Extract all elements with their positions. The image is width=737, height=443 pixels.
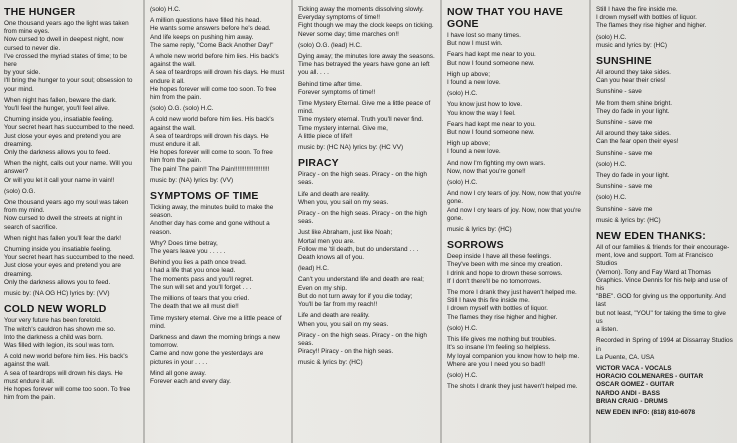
lyric-line: High up above;	[447, 140, 490, 148]
lyric-line: him from the pain.	[150, 157, 202, 165]
lyric-line: Churning inside you insatiable feeling.	[4, 246, 112, 254]
song-title: NOW THAT YOU HAVE GONE	[447, 6, 563, 30]
lyric-line: music & lyrics by: (HC)	[298, 359, 363, 367]
song-title: SYMPTOMS OF TIME	[150, 190, 259, 203]
lyric-line: Can you hear their cries!	[596, 77, 666, 85]
lyric-line: Behind time after time.	[298, 80, 362, 88]
lyric-line: him from the pain.	[150, 94, 202, 102]
lyric-line: (solo) H.C.	[150, 6, 181, 13]
lyric-line: Sunshine - save	[596, 88, 642, 96]
lyric-line: dreaming.	[4, 140, 33, 148]
lyric-line: But do not turn away for if you die today;	[298, 292, 413, 300]
lyric-line: (solo) O.G.	[4, 187, 36, 195]
lyric-line: Time has betrayed the years have gone an left	[298, 61, 430, 69]
lyric-line: Came and now gone the yesterdays are	[150, 350, 264, 358]
lyric-line: Time mystery eternal. Truth you'll never find.	[298, 116, 424, 124]
panel-5	[596, 6, 734, 443]
lyric-line: must endure it all.	[150, 141, 201, 149]
lyric-line: I have lost so many times.	[447, 32, 521, 39]
lyric-line: (solo) H.C.	[447, 90, 478, 98]
lyric-line: They've been with me since my creation.	[447, 261, 563, 269]
lyric-line: must endure it all.	[4, 377, 55, 385]
panel-fold	[589, 0, 591, 443]
lyric-line: It's so insane I'm feeling so helpless.	[447, 344, 551, 352]
lyric-line: Can't you understand life and death are real;	[298, 276, 424, 284]
lyric-line: Piracy - on the high seas. Piracy - on the high	[298, 210, 427, 218]
lyric-line: Ticking away the moments dissolving slowly.	[298, 6, 424, 13]
panel-3	[298, 6, 437, 443]
lyric-line: Time Mystery Eternal. Give me a little peace of	[298, 100, 431, 108]
lyric-line: against the wall.	[150, 124, 196, 132]
lyric-line: I found a new love.	[447, 79, 501, 87]
lyric-line: Only the darkness allows you to feed.	[4, 149, 111, 157]
lyric-line: Fears had kept me near to you.	[447, 120, 536, 128]
lyric-line: Piracy - on the high seas. Piracy - on the high	[298, 171, 427, 179]
lyric-line: And now I'm fighting my own wars.	[447, 159, 546, 167]
lyric-line: You know the way I feel.	[447, 109, 516, 117]
lyric-line: (solo) H.C.	[447, 324, 478, 332]
lyric-line: Everyday symptoms of time!!	[298, 14, 381, 22]
lyric-line: When night has fallen you'll fear the dark!	[4, 234, 122, 242]
lyric-line: When you, you sail on my seas.	[298, 320, 389, 328]
lyric-line: Darkness and dawn the morning brings a new	[150, 333, 281, 341]
lyric-line: (Vernon). Tony and Fay Ward at Thomas	[596, 268, 711, 276]
lyrics-block	[447, 253, 585, 391]
lyric-line: A cold new world before him lies. His back's	[150, 116, 274, 124]
lyric-line: I drink and hope to drown these sorrows.	[447, 269, 563, 277]
lyric-line: pictures in your . . . .	[150, 358, 208, 366]
lyrics-block	[4, 20, 140, 298]
lyric-line: Just like Abraham, just like Noah;	[298, 229, 393, 237]
contact-info: NEW EDEN INFO: (818) 810-6078	[596, 408, 696, 416]
thanks-block	[596, 244, 734, 362]
lyric-line: Churning inside you, insatiable feeling.	[4, 116, 114, 124]
lyric-line: He wants some answers before he's dead.	[150, 25, 271, 33]
lyric-line: Fears had kept me near to you.	[447, 51, 536, 59]
lyric-line: against the wall.	[150, 61, 196, 69]
lyric-line: La Puente, CA. USA	[596, 353, 655, 361]
lyric-line: endure it all.	[150, 77, 185, 85]
lyric-line: Still I have this fire inside me.	[447, 297, 530, 305]
panel-1	[4, 6, 140, 443]
lyric-line: Just close your eyes and pretend you are	[4, 262, 121, 270]
lyric-line: The moments pass and you'll regret.	[150, 275, 254, 283]
lyric-line: The same reply, "Come Back Another Day!"	[150, 41, 274, 49]
lyric-line: A whole new world before him lies. His back's	[150, 53, 279, 61]
lyric-line: "BBE". GOD for giving us the opportunity. And last	[596, 293, 726, 309]
lyric-line: All around they take sides.	[596, 130, 671, 138]
lyric-line: a listen.	[596, 326, 619, 334]
lyrics-block	[447, 32, 585, 234]
lyric-line: Follow me 'til death, but do understand . . .	[298, 245, 419, 253]
lyrics-block	[150, 204, 287, 386]
lyric-line: ment, love and support. Tom at Francisco Studios	[596, 252, 714, 268]
lyrics-block	[298, 171, 437, 367]
lyric-line: Where are you I need you so bad!!	[447, 360, 546, 368]
panel-fold	[143, 0, 145, 443]
lyric-line: search of sacrifice.	[4, 223, 58, 231]
lyric-line: Your very future has been foretold.	[4, 317, 102, 325]
lyric-line: seas.	[298, 218, 314, 226]
lyric-line: Sunshine - save me	[596, 205, 653, 213]
lyric-line: When you, you sail on my seas.	[298, 198, 389, 206]
lyric-line: A million questions have filled his head.	[150, 17, 262, 25]
lyric-line: (solo) H.C.	[447, 179, 478, 187]
lyric-line: music by: (NA) lyrics by: (VV)	[150, 176, 234, 184]
lyric-line: (solo) H.C.	[596, 194, 627, 202]
lyric-line: My loyal companion you know how to help me.	[447, 352, 580, 360]
lyric-line: seas.	[298, 179, 314, 187]
thanks-title: NEW EDEN THANKS:	[596, 230, 706, 243]
lyric-line: The millions of tears that you cried.	[150, 295, 250, 303]
lyric-line: One thousand years ago the light was taken	[4, 20, 129, 27]
lyric-line: They do fade in your light.	[596, 172, 670, 180]
band-credits	[596, 365, 734, 406]
lyric-line: music by: (NA OG HC) lyrics by: (VV)	[4, 290, 110, 298]
lyric-line: I'll bring the hunger to your soul; obsession to	[4, 77, 133, 85]
lyric-line: music by: (HC NA) lyrics by: (HC VV)	[298, 144, 404, 152]
lyric-line: A sea of teardrops will drown his days. He	[150, 132, 269, 140]
lyric-line: One thousand years ago my soul was taken	[4, 199, 129, 207]
lyric-line: The sun will set and you'll forget . . .	[150, 283, 252, 291]
lyric-line: This life gives me nothing but troubles.	[447, 336, 557, 344]
lyric-line: mind.	[150, 322, 166, 330]
lyric-line: Piracy - on the high seas. Piracy - on the high seas.	[298, 331, 427, 347]
lyric-line: The shots I drank they just haven't helped me.	[447, 383, 578, 391]
lyric-line: When the night, calls out your name. Will you	[4, 160, 132, 168]
lyric-line: You'll feel the hunger, you'll feel alive.	[4, 105, 110, 113]
lyric-line: Forever each and every day.	[150, 377, 231, 385]
lyric-line: music and lyrics by: (HC)	[596, 41, 668, 49]
lyric-line: against the wall.	[4, 361, 50, 369]
lyric-line: mind.	[298, 108, 314, 116]
lyric-line: Dying away; the minutes lore away the seasons.	[298, 53, 435, 61]
lyric-line: Now cursed to dwell in deepest night, now	[4, 36, 124, 44]
lyric-line: NARDO ANDI - BASS	[596, 389, 661, 397]
lyric-line: And now I cry tears of joy. Now, now that you're	[447, 190, 581, 198]
lyric-line: him from the pain.	[4, 394, 56, 402]
lyric-line: They do fade in your light.	[596, 107, 670, 115]
lyric-line: Was filled with legion, its soul was torn.	[4, 341, 115, 349]
panel-fold	[440, 0, 442, 443]
lyric-line: (solo) O.G. (lead) H.C.	[298, 41, 362, 49]
lyric-line: Into the darkness a child was born.	[4, 333, 103, 341]
lyric-line: Another day has come and gone without a	[150, 220, 270, 228]
lyrics-block	[596, 6, 734, 50]
lyric-line: But now I found someone new.	[447, 129, 535, 137]
lyrics-block	[596, 69, 734, 225]
lyric-line: You know just how to love.	[447, 101, 523, 109]
lyric-line: The death that we all must die!!	[150, 303, 239, 311]
lyric-line: The flames they rise higher and higher.	[447, 313, 558, 321]
lyric-line: Or will you let it call your name in vain!!	[4, 176, 115, 184]
lyric-line: Your secret heart has succumbed to the need.	[4, 254, 135, 262]
lyric-line: Your secret heart has succumbed to the need.	[4, 124, 135, 132]
lyric-line: Time mystery eternal. Give me a little peace of	[150, 314, 282, 322]
lyric-line: Even on my ship.	[298, 284, 348, 292]
lyric-line: but not least, "YOU" for taking the time to give us	[596, 309, 726, 325]
lyric-line: I drown myself with bottles of liquor.	[596, 14, 697, 22]
lyric-line: Death knows all of you.	[298, 254, 365, 262]
lyric-line: BRIAN CRAIG - DRUMS	[596, 397, 668, 405]
lyric-line: You'll be far from my reach!!	[298, 301, 378, 309]
lyric-line: I found a new love.	[447, 148, 501, 156]
lyric-line: Now cursed to dwell the streets at night in	[4, 215, 123, 223]
lyric-line: A little piece of life!!	[298, 132, 353, 140]
lyric-line: music & lyrics by: (HC)	[447, 226, 512, 234]
lyric-line: And now I cry tears of joy. Now, now that you're	[447, 206, 581, 214]
lyric-line: your mind.	[4, 85, 34, 93]
lyric-line: A sea of teardrops will drown his days. He must	[150, 69, 285, 77]
lyric-line: Piracy!! Piracy - on the high seas.	[298, 348, 394, 356]
song-title: SUNSHINE	[596, 55, 652, 68]
lyric-line: Never some day; time marches on!!	[298, 30, 399, 38]
panel-2	[150, 6, 287, 443]
lyric-line: Deep inside I have all these feelings.	[447, 253, 552, 261]
lyric-line: And life keeps on pushing him away.	[150, 33, 254, 41]
lyric-line: (lead) H.C.	[298, 265, 329, 273]
lyric-line: (solo) H.C.	[596, 33, 627, 41]
lyric-line: I've crossed the myriad states of time; to be here	[4, 52, 128, 69]
lyric-line: When night has fallen, beware the dark.	[4, 96, 117, 104]
lyric-line: (solo) H.C.	[447, 371, 478, 379]
lyric-line: Time mystery internal. Give me,	[298, 124, 388, 132]
lyric-line: He hopes forever will come to soon. To free	[150, 149, 273, 157]
song-title: COLD NEW WORLD	[4, 303, 107, 316]
song-title: SORROWS	[447, 239, 504, 252]
lyric-line: cursed to never die.	[4, 44, 61, 52]
lyric-line: Forever symptoms of time!!	[298, 88, 376, 96]
panel-fold	[291, 0, 293, 443]
lyric-line: If I don't there'll be no tomorrows.	[447, 277, 542, 285]
lyric-line: The flames they rise higher and higher.	[596, 22, 707, 30]
lyric-line: Life and death are reality.	[298, 312, 370, 320]
lyric-line: Sunshine - save me	[596, 183, 653, 191]
lyric-line: He hopes forever will come too soon. To free	[150, 85, 277, 93]
lyric-line: Ticking away, the minutes build to make the	[150, 204, 274, 212]
song-title: PIRACY	[298, 157, 339, 170]
lyric-line: Only the darkness allows you to feed.	[4, 278, 111, 286]
lyric-line: I had a life that you once lead.	[150, 267, 236, 275]
lyric-line: Mind all gone away.	[150, 369, 207, 377]
lyric-line: Sunshine - save me	[596, 149, 653, 157]
lyric-line: Mortal men you are.	[298, 237, 355, 245]
lyric-line: He hopes forever will come too soon. To free	[4, 385, 131, 393]
lyric-line: Fight though we may the clock keeps on ticking.	[298, 22, 434, 30]
lyric-line: All of our families & friends for their encourage-	[596, 244, 730, 252]
lyric-line: reason.	[150, 228, 172, 236]
lyric-line: from my mind.	[4, 207, 45, 215]
lyric-line: Just close your eyes and pretend you are	[4, 132, 121, 140]
lyric-line: gone.	[447, 198, 463, 206]
lyric-line: Behind you lies a path once tread.	[150, 259, 247, 267]
lyric-line: (solo) O.G. (solo) H.C.	[150, 105, 214, 113]
song-title: THE HUNGER	[4, 6, 76, 18]
lyric-line: The years leave you . . . . .	[150, 248, 226, 256]
lyric-line: Why? Does time betray,	[150, 239, 218, 247]
lyric-line: High up above;	[447, 70, 490, 78]
lyric-line: dreaming.	[4, 270, 33, 278]
lyric-line: The pain! The pain!! The Pain!!!!!!!!!!!!!!!!!!!!	[150, 165, 270, 173]
lyric-line: Life and death are reality.	[298, 190, 370, 198]
lyric-line: But now I found someone new.	[447, 59, 535, 67]
lyric-line: Sunshine - save me	[596, 119, 653, 127]
lyric-line: gone.	[447, 214, 463, 222]
lyric-line: season.	[150, 212, 173, 220]
lyric-line: you all. . . .	[298, 69, 329, 77]
lyric-line: I drown myself with bottles of liquor.	[447, 305, 548, 313]
lyric-line: But now I must win.	[447, 40, 503, 48]
lyrics-block	[4, 317, 140, 402]
lyric-line: A cold new world before him lies. His back's	[4, 353, 128, 361]
lyric-line: music & lyrics by: (HC)	[596, 216, 661, 224]
lyric-line: (solo) H.C.	[596, 160, 627, 168]
lyric-line: from mine eyes.	[4, 28, 50, 36]
lyric-line: tomorrow.	[150, 342, 179, 350]
lyric-line: Recorded in Spring of 1994 at Dissarray Studios in	[596, 337, 733, 353]
lyric-line: answer?	[4, 168, 29, 176]
lyric-line: OSCAR GOMEZ - GUITAR	[596, 381, 674, 389]
lyric-line: Graphics. Vince Dennis for his help and use of his	[596, 276, 728, 293]
lyric-line: VICTOR VACA - VOCALS	[596, 364, 672, 372]
lyric-line: All around they take sides.	[596, 69, 671, 77]
lyrics-block	[150, 6, 287, 185]
lyric-line: Now, now that you're gone!!	[447, 167, 526, 175]
lyric-line: A sea of teardrops will drown his days. He	[4, 369, 123, 377]
lyric-line: The witch's cauldron has shown me so.	[4, 325, 116, 333]
lyric-line: Me from them shine bright.	[596, 99, 673, 107]
lyrics-block	[298, 6, 437, 152]
lyric-line: HORACIO COLMENARES - GUITAR	[596, 373, 704, 381]
panel-4	[447, 6, 585, 443]
lyric-line: Can the fear open their eyes!	[596, 138, 679, 146]
lyric-line: Still I have the fire inside me.	[596, 6, 678, 13]
lyric-line: The more I drank they just haven't helped me.	[447, 289, 577, 297]
lyric-line: by your side.	[4, 69, 41, 77]
